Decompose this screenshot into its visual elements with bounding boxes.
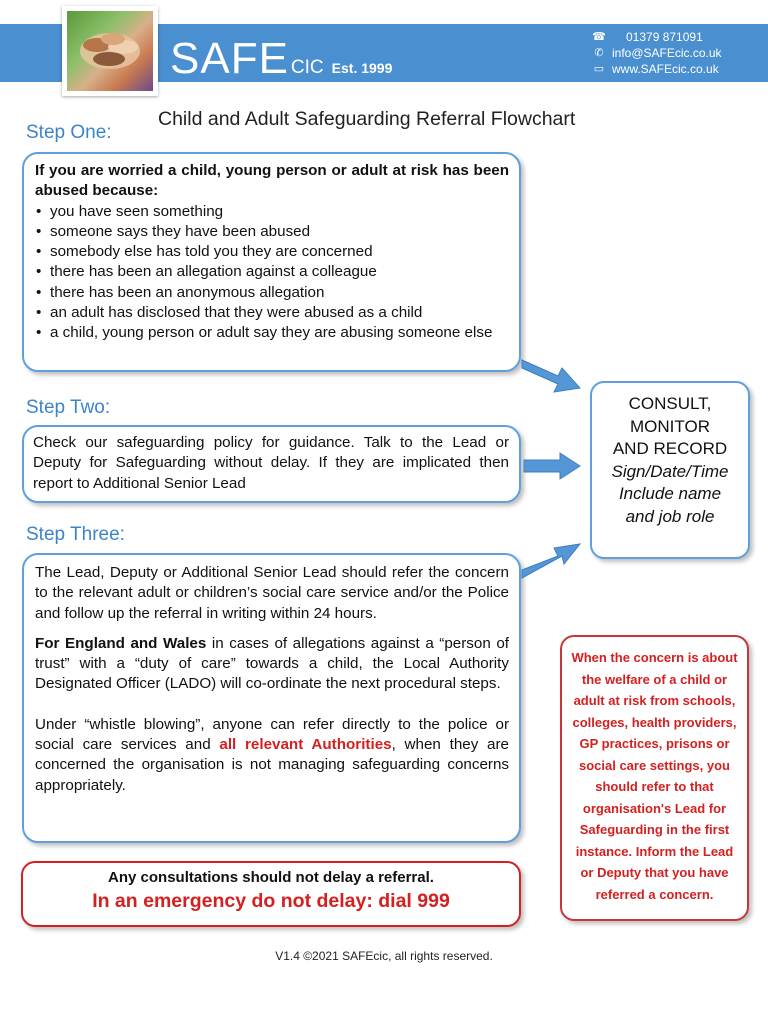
consult-line: CONSULT, — [628, 394, 712, 413]
brand-est-text: Est. 1999 — [331, 60, 393, 76]
phone-number: 01379 871091 — [626, 30, 703, 44]
list-item: • there has been an anonymous allegation — [35, 283, 509, 303]
logo — [62, 6, 158, 96]
step-three-para3-end: , when they are concerned the organisation is not managing safeguarding concerns appropriately. — [35, 736, 509, 794]
step-one-box — [22, 152, 521, 372]
emergency-box — [21, 861, 521, 927]
step-three-para2 — [35, 634, 509, 695]
concern-note-text: When the concern is about the welfare of a child or adult at risk from schools, colleges, health providers, GP practices, prisons or social care settings, you should refer to that organisation's Lead for Safeguarding in the first instance. Inform the Lead or Deputy that you have referred a concern. — [571, 650, 738, 902]
web-row — [590, 61, 722, 77]
computer-icon: ▭ — [593, 63, 605, 75]
brand-name — [170, 34, 392, 84]
england-wales-label: For England and Wales — [35, 634, 207, 652]
arrow-right-up-icon — [518, 538, 588, 586]
step-two-heading: Step Two: — [26, 397, 111, 418]
step-two-box — [22, 425, 521, 503]
page-title: Child and Adult Safeguarding Referral Flowchart — [158, 108, 576, 130]
monitor-line: MONITOR — [630, 416, 710, 436]
record-line: AND RECORD — [612, 439, 728, 458]
sign-date-line: Sign/Date/Time — [611, 461, 729, 481]
step-three-para1: The Lead, Deputy or Additional Senior Lead should refer the concern to the relevant adult or children’s social care service and/or the Police and follow up the referral in writing within 24 hours. — [35, 564, 509, 622]
emergency-line2: In an emergency do not delay: dial 999 — [92, 890, 450, 912]
arrow-right-icon — [522, 452, 584, 480]
step-three-heading: Step Three: — [26, 524, 125, 545]
emergency-line1: Any consultations should not delay a referral. — [108, 869, 434, 886]
list-item: • somebody else has told you they are concerned — [35, 242, 509, 262]
step-three-para3 — [35, 715, 509, 796]
footer-copyright: V1.4 ©2021 SAFEcic, all rights reserved. — [275, 949, 493, 963]
email-link[interactable]: info@SAFEcic.co.uk — [612, 46, 722, 60]
list-item: • a child, young person or adult say they are abusing someone else — [35, 323, 509, 343]
step-three-para2-text: in cases of allegations against a “person of trust” with a “duty of care” towards a child, the Local Authority Designated Officer (LADO) will co-ordinate the next procedural steps. — [35, 634, 509, 693]
contact-info — [590, 29, 722, 77]
arrow-right-down-icon — [518, 348, 588, 398]
concern-note-box — [560, 635, 749, 921]
list-item: • you have seen something — [35, 202, 509, 222]
phone-icon: ☎ — [592, 31, 606, 43]
list-item: • an adult has disclosed that they were abused as a child — [35, 303, 509, 323]
authorities-highlight: all relevant Authorities — [219, 736, 392, 754]
email-icon: ✆ — [594, 47, 604, 59]
step-one-heading: Step One: — [26, 122, 112, 143]
email-row — [590, 45, 722, 61]
consult-box — [590, 381, 750, 559]
step-two-text: Check our safeguarding policy for guidance. Talk to the Lead or Deputy for Safeguarding without delay. If they are implicated then report to Additional Senior Lead — [33, 434, 509, 492]
job-role-line: and job role — [625, 506, 715, 526]
include-name-line: Include name — [618, 484, 722, 503]
list-item: • someone says they have been abused — [35, 222, 509, 242]
step-three-box — [22, 553, 521, 843]
brand-main-text: SAFE — [170, 34, 289, 83]
phone-row — [590, 29, 722, 45]
website-link[interactable]: www.SAFEcic.co.uk — [612, 62, 719, 76]
hands-photo — [67, 11, 153, 91]
step-one-list — [35, 202, 509, 344]
brand-sub-text: CIC — [290, 57, 324, 78]
step-three-para3-start: Under “whistle blowing”, anyone can refer directly to the police or social care services and — [35, 715, 509, 754]
step-one-intro: If you are worried a child, young person or adult at risk has been abused because: — [35, 162, 509, 200]
list-item: • there has been an allegation against a colleague — [35, 262, 509, 282]
